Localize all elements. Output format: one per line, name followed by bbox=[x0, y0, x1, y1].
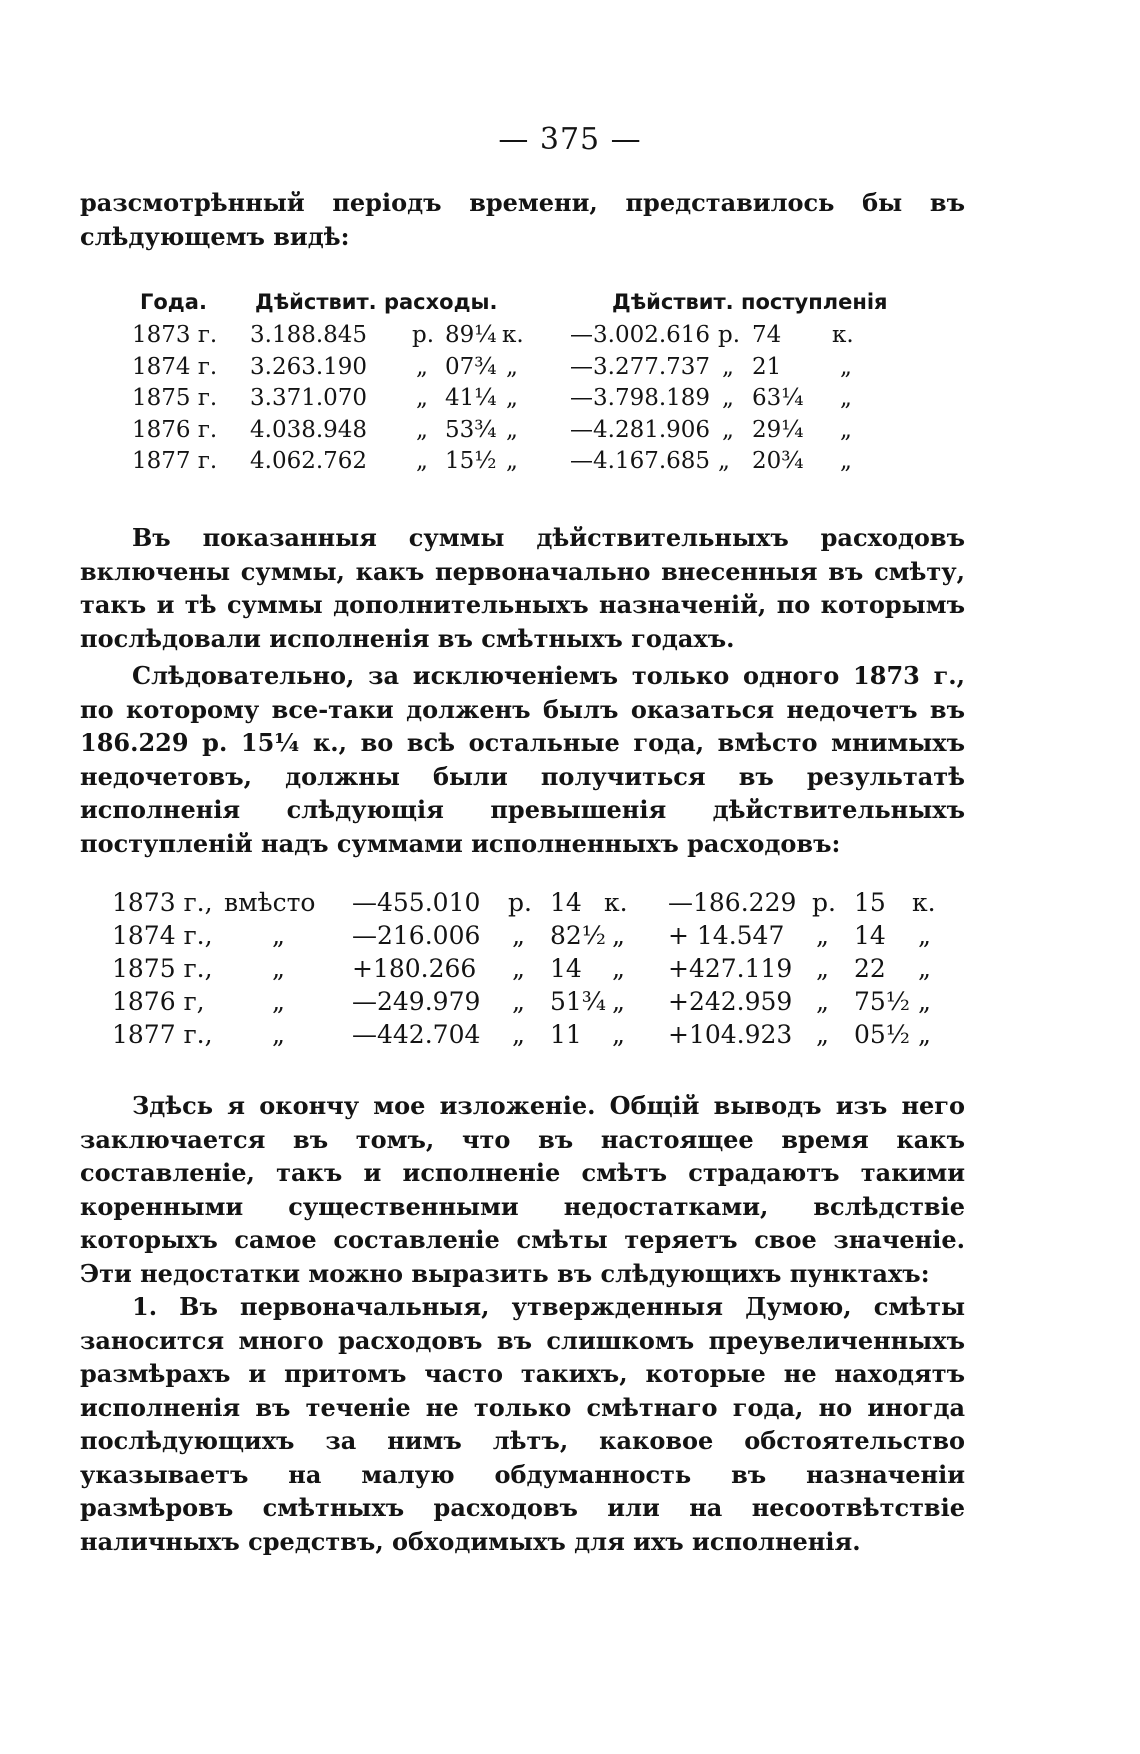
actual-kop: 14 bbox=[854, 921, 886, 950]
table-row bbox=[132, 416, 940, 449]
expense-kop: 89¼ bbox=[445, 322, 497, 348]
apparent-kop: 51¾ bbox=[550, 987, 607, 1016]
actual-kop-unit: „ bbox=[918, 921, 931, 950]
receipt-kop-unit: „ bbox=[840, 448, 852, 474]
actual-amount: +242.959 bbox=[668, 987, 793, 1016]
year-cell: 1877 г. bbox=[132, 448, 218, 474]
expense-rub-unit: „ bbox=[416, 385, 428, 411]
apparent-kop-unit: „ bbox=[612, 921, 625, 950]
table-row bbox=[112, 1020, 972, 1053]
table-header-row bbox=[140, 290, 940, 322]
receipt-rub-unit: р. bbox=[718, 322, 741, 348]
expense-kop: 07¾ bbox=[445, 353, 497, 380]
receipt-kop-unit: „ bbox=[840, 416, 852, 443]
year-cell: 1876 г, bbox=[112, 987, 205, 1016]
actual-amount: + 14.547 bbox=[668, 921, 785, 950]
apparent-kop: 14 bbox=[550, 954, 582, 983]
year-cell: 1873 г., bbox=[112, 888, 213, 917]
header-year: Года. bbox=[140, 290, 207, 314]
table-row bbox=[112, 888, 972, 921]
table-row bbox=[132, 448, 940, 480]
expense-kop-unit: „ bbox=[506, 416, 518, 443]
apparent-amount: +180.266 bbox=[352, 954, 477, 983]
receipt-amount: —3.798.189 bbox=[570, 385, 711, 411]
actual-kop: 05½ bbox=[854, 1020, 911, 1049]
apparent-kop-unit: „ bbox=[612, 987, 625, 1016]
actual-rub-unit: „ bbox=[816, 1020, 829, 1049]
apparent-rub-unit: р. bbox=[508, 888, 532, 917]
apparent-rub-unit: „ bbox=[512, 987, 525, 1016]
year-cell: 1874 г. bbox=[132, 353, 218, 380]
year-cell: 1875 г., bbox=[112, 954, 213, 983]
receipt-kop: 74 bbox=[752, 322, 782, 348]
header-expenses: Дѣйствит. расходы. bbox=[255, 290, 498, 314]
apparent-amount: —249.979 bbox=[352, 987, 481, 1016]
receipt-kop: 20¾ bbox=[752, 448, 804, 474]
intro-paragraph: разсмотрѣнный періодъ времени, представилось бы въ слѣдующемъ видѣ: bbox=[80, 188, 965, 251]
expense-rub-unit: „ bbox=[416, 448, 428, 474]
apparent-kop: 14 bbox=[550, 888, 582, 917]
year-cell: 1875 г. bbox=[132, 385, 218, 411]
year-cell: 1873 г. bbox=[132, 322, 218, 348]
receipt-amount: —3.277.737 bbox=[570, 353, 711, 380]
table-row bbox=[132, 353, 940, 386]
expense-kop: 15½ bbox=[445, 448, 497, 474]
expense-amount: 3.371.070 bbox=[250, 385, 368, 411]
receipt-amount: —4.281.906 bbox=[570, 416, 711, 443]
expense-kop: 53¾ bbox=[445, 416, 497, 443]
year-cell: 1874 г., bbox=[112, 921, 213, 950]
receipt-rub-unit: „ bbox=[722, 353, 734, 380]
receipt-rub-unit: „ bbox=[722, 385, 734, 411]
header-receipts: Дѣйствит. поступленія bbox=[612, 290, 888, 314]
instead-word: вмѣсто bbox=[224, 888, 316, 917]
actual-kop-unit: к. bbox=[912, 888, 936, 917]
apparent-amount: —442.704 bbox=[352, 1020, 481, 1049]
comparison-table bbox=[112, 888, 972, 1053]
actual-kop-unit: „ bbox=[918, 987, 931, 1016]
expense-amount: 4.062.762 bbox=[250, 448, 368, 474]
expense-rub-unit: „ bbox=[416, 416, 428, 443]
expense-kop: 41¼ bbox=[445, 385, 497, 411]
apparent-kop: 11 bbox=[550, 1020, 582, 1049]
receipt-amount: —4.167.685 bbox=[570, 448, 711, 474]
actual-amount: +427.119 bbox=[668, 954, 793, 983]
instead-word: „ bbox=[272, 921, 285, 950]
paragraph-conclusion: Здѣсь я окончу мое изложеніе. Общій выводъ изъ него заключается въ томъ, что въ настоящее время какъ составленіе, такъ и исполненіе смѣтъ страдаютъ такими коренными существенными недостатками, вслѣдствіе которыхъ самое составленіе смѣты теряетъ свое значеніе. Эти недостатки можно выразить въ слѣдующихъ пунктахъ: bbox=[80, 1091, 965, 1288]
receipt-amount: —3.002.616 bbox=[570, 322, 711, 348]
expenses-receipts-table bbox=[132, 290, 940, 480]
receipt-kop-unit: „ bbox=[840, 353, 852, 380]
apparent-kop: 82½ bbox=[550, 921, 607, 950]
receipt-kop: 29¼ bbox=[752, 416, 804, 443]
expense-kop-unit: „ bbox=[506, 385, 518, 411]
expense-amount: 3.263.190 bbox=[250, 353, 368, 380]
table-row bbox=[112, 954, 972, 987]
actual-rub-unit: „ bbox=[816, 921, 829, 950]
year-cell: 1876 г. bbox=[132, 416, 218, 443]
instead-word: „ bbox=[272, 954, 285, 983]
receipt-rub-unit: „ bbox=[718, 448, 730, 474]
receipt-rub-unit: „ bbox=[722, 416, 734, 443]
actual-kop: 75½ bbox=[854, 987, 911, 1016]
expense-amount: 3.188.845 bbox=[250, 322, 368, 348]
apparent-amount: —455.010 bbox=[352, 888, 481, 917]
actual-amount: —186.229 bbox=[668, 888, 797, 917]
expense-rub-unit: „ bbox=[416, 353, 428, 380]
table-row bbox=[132, 322, 940, 354]
actual-kop: 15 bbox=[854, 888, 886, 917]
instead-word: „ bbox=[272, 1020, 285, 1049]
apparent-rub-unit: „ bbox=[512, 1020, 525, 1049]
actual-kop: 22 bbox=[854, 954, 886, 983]
actual-kop-unit: „ bbox=[918, 1020, 931, 1049]
actual-rub-unit: „ bbox=[816, 954, 829, 983]
apparent-amount: —216.006 bbox=[352, 921, 481, 950]
table-row bbox=[112, 987, 972, 1020]
actual-rub-unit: р. bbox=[812, 888, 836, 917]
apparent-kop-unit: к. bbox=[604, 888, 628, 917]
paragraph-consequently: Слѣдовательно, за исключеніемъ только одного 1873 г., по которому все-таки долженъ былъ оказаться недочетъ въ 186.229 р. 15¼ к., во всѣ остальные года, вмѣсто мнимыхъ недочетовъ, должны были получиться въ результатѣ исполненія слѣдующія превышенія дѣйствительныхъ поступленій надъ суммами исполненныхъ расходовъ: bbox=[80, 661, 965, 858]
expense-kop-unit: „ bbox=[506, 448, 518, 474]
receipt-kop-unit: к. bbox=[832, 322, 854, 348]
paragraph-point-1: 1. Въ первоначальныя, утвержденныя Думою, смѣты заносится много расходовъ въ слишкомъ преувеличенныхъ размѣрахъ и притомъ часто такихъ, которые не находятъ исполненія въ теченіе не только смѣтнаго года, но иногда послѣдующихъ за нимъ лѣтъ, каковое обстоятельство указываетъ на малую обдуманность въ назначеніи размѣровъ смѣтныхъ расходовъ или на несоотвѣтствіе наличныхъ средствъ, обходимыхъ для ихъ исполненія. bbox=[80, 1292, 965, 1556]
receipt-kop: 21 bbox=[752, 353, 782, 380]
expense-kop-unit: „ bbox=[506, 353, 518, 380]
actual-rub-unit: „ bbox=[816, 987, 829, 1016]
expense-rub-unit: р. bbox=[412, 322, 435, 348]
apparent-kop-unit: „ bbox=[612, 1020, 625, 1049]
expense-kop-unit: к. bbox=[502, 322, 524, 348]
actual-amount: +104.923 bbox=[668, 1020, 793, 1049]
apparent-rub-unit: „ bbox=[512, 954, 525, 983]
apparent-kop-unit: „ bbox=[612, 954, 625, 983]
paragraph-included-sums: Въ показанныя суммы дѣйствительныхъ расходовъ включены суммы, какъ первоначально внесенныя въ смѣту, такъ и тѣ суммы дополнительныхъ назначеній, по которымъ послѣдовали исполненія въ смѣтныхъ годахъ. bbox=[80, 523, 965, 653]
apparent-rub-unit: „ bbox=[512, 921, 525, 950]
receipt-kop-unit: „ bbox=[840, 385, 852, 411]
table-row bbox=[132, 385, 940, 417]
table-row bbox=[112, 921, 972, 954]
receipt-kop: 63¼ bbox=[752, 385, 804, 411]
instead-word: „ bbox=[272, 987, 285, 1016]
actual-kop-unit: „ bbox=[918, 954, 931, 983]
page-number: — 375 — bbox=[498, 122, 642, 157]
expense-amount: 4.038.948 bbox=[250, 416, 368, 443]
year-cell: 1877 г., bbox=[112, 1020, 213, 1049]
